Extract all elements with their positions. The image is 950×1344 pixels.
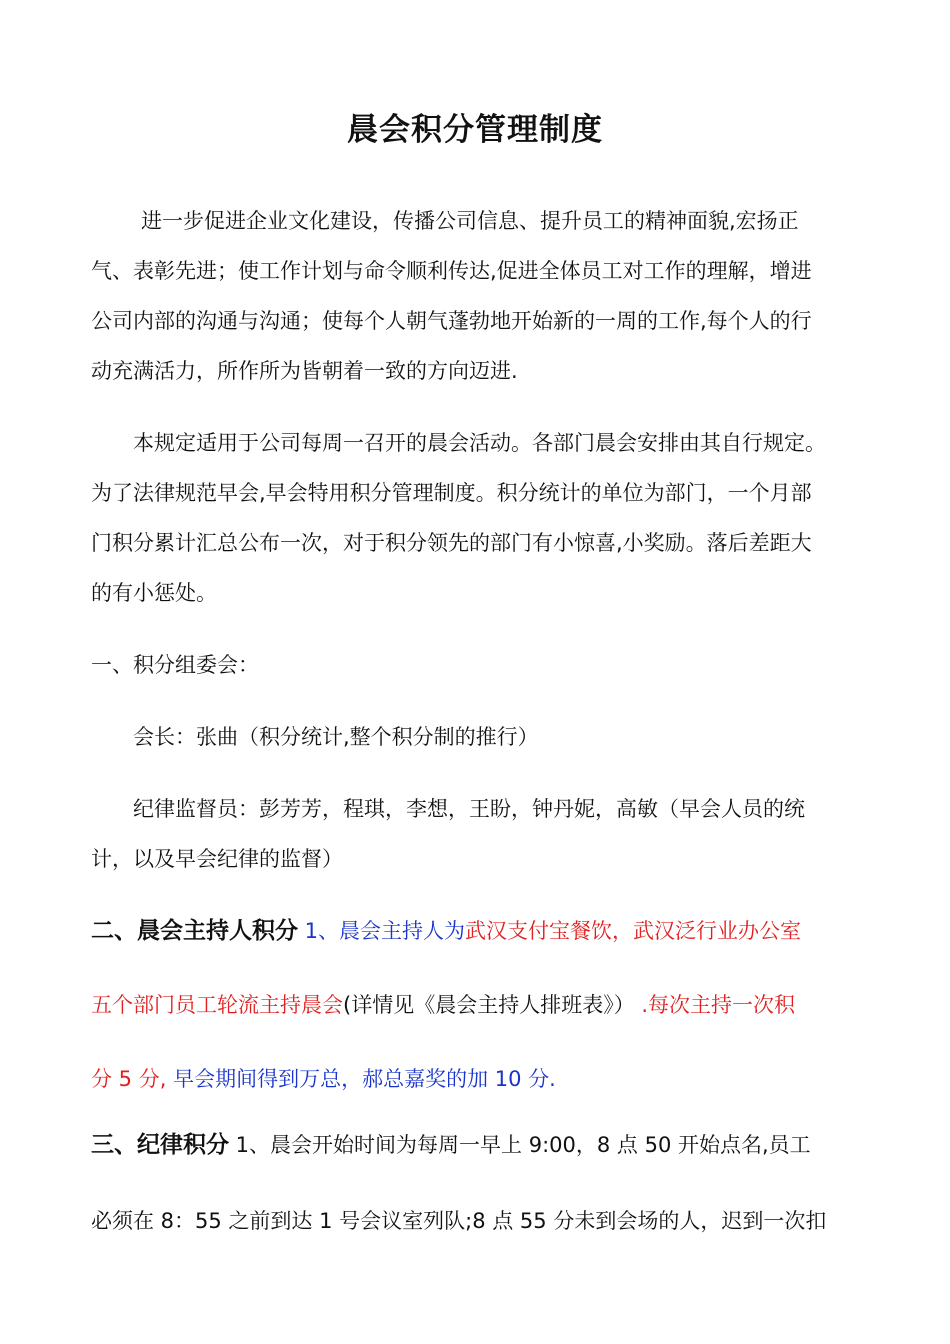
intro-line-3: 公司内部的沟通与沟通；使每个人朝气蓬勃地开始新的一周的工作,每个人的行 (91, 309, 812, 333)
intro-line-2: 气、表彰先进；使工作计划与命令顺利传达,促进全体员工对工作的理解，增进 (91, 259, 812, 283)
section2-points-end: 分 5 分, (91, 1067, 167, 1091)
scope-line-1: 本规定适用于公司每周一召开的晨会活动。各部门晨会安排由其自行规定。 (133, 431, 826, 455)
intro-line-1: 进一步促进企业文化建设，传播公司信息、提升员工的精神面貌,宏扬正 (141, 209, 799, 233)
section1-chair: 会长：张曲（积分统计,整个积分制的推行） (133, 725, 539, 749)
section2-rotation: 五个部门员工轮流主持晨会 (91, 993, 343, 1017)
document-title: 晨会积分管理制度 (347, 112, 603, 148)
scope-line-2: 为了法律规范早会,早会特用积分管理制度。积分统计的单位为部门，一个月部 (91, 481, 812, 505)
section3-rule-1: 1、晨会开始时间为每周一早上 9:00，8 点 50 开始点名,员工 (229, 1133, 811, 1157)
section2-schedule-ref: (详情见《晨会主持人排班表》） (343, 993, 635, 1017)
section2-line-1 (91, 916, 801, 946)
section2-line-3 (91, 1064, 556, 1094)
section2-points-start: .每次主持一次积 (634, 993, 796, 1017)
scope-line-3: 门积分累计汇总公布一次，对于积分领先的部门有小惊喜,小奖励。落后差距大 (91, 531, 812, 555)
section3-line-2: 必须在 8：55 之前到达 1 号会议室列队;8 点 55 分未到会场的人，迟到一次扣 (91, 1209, 827, 1233)
section1-supervisors-line-1: 纪律监督员：彭芳芳，程琪，李想，王盼，钟丹妮，高敏（早会人员的统 (133, 797, 805, 821)
section3-line-1 (91, 1130, 811, 1160)
section2-heading: 二、晨会主持人积分 (91, 918, 298, 944)
section2-line-2 (91, 990, 795, 1020)
section2-host-departments: 武汉支付宝餐饮，武汉泛行业办公室 (465, 919, 802, 943)
intro-line-4: 动充满活力，所作所为皆朝着一致的方向迈进. (91, 359, 518, 383)
section2-host-intro: 1、晨会主持人为 (298, 919, 466, 943)
section1-supervisors-line-2: 计，以及早会纪律的监督） (91, 847, 343, 871)
section1-heading: 一、积分组委会： (91, 653, 259, 677)
section3-heading: 三、纪律积分 (91, 1132, 229, 1158)
scope-line-4: 的有小惩处。 (91, 581, 217, 605)
section2-bonus: 早会期间得到万总，郝总嘉奖的加 10 分. (166, 1067, 556, 1091)
